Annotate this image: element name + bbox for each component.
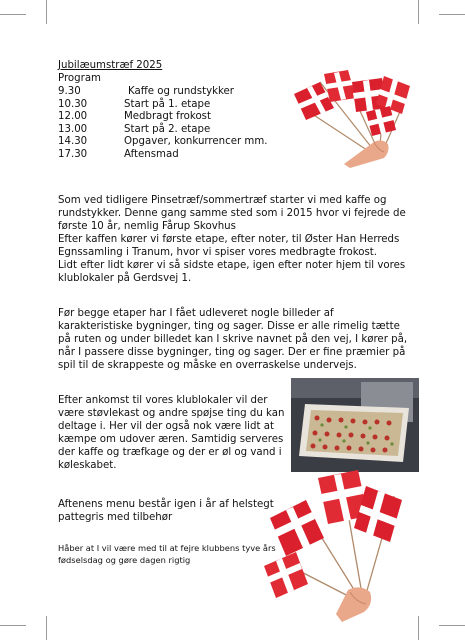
crop-mark-tl-v xyxy=(46,0,47,24)
schedule-row xyxy=(58,111,268,124)
arrival-paragraph: Efter ankomst til vores klublokaler vil der være støvlekast og andre spøjse ting du kan deltage i. Her vil der også nok være lidt at kæmpe om udover æren. Samtidig serveres der kaffe og træfkage og der er øl og vand i køleskabet. xyxy=(58,395,285,471)
schedule-row xyxy=(58,99,268,112)
crop-mark-bl-h xyxy=(0,625,26,626)
schedule-time: 13.00 xyxy=(58,123,88,135)
danish-flags-top-icon xyxy=(290,68,416,168)
danish-flags-bottom-icon xyxy=(262,466,420,626)
schedule-activity: Start på 2. etape xyxy=(124,123,211,135)
schedule-row xyxy=(58,149,268,162)
schedule-list xyxy=(58,86,268,162)
route-1-text: Efter kaffen kører vi første etape, efter noter, til Øster Han Herreds Egnssamling i Tranum, hvor vi spiser vores medbragte frokost. xyxy=(58,234,400,258)
schedule-time: 17.30 xyxy=(58,148,88,160)
crop-mark-bl-v xyxy=(46,616,47,640)
intro-paragraph xyxy=(58,194,418,285)
schedule-activity: Opgaver, konkurrencer mm. xyxy=(124,136,268,148)
schedule-row xyxy=(58,86,268,99)
schedule-row xyxy=(58,136,268,149)
schedule-activity: Kaffe og rundstykker xyxy=(128,86,234,97)
crop-mark-br-h xyxy=(439,625,465,626)
crop-mark-tr-v xyxy=(418,0,419,24)
schedule-row xyxy=(58,124,268,137)
closing-paragraph: Håber at I vil være med til at fejre klubbens tyve års fødselsdag og gøre dagen rigtig xyxy=(58,543,276,565)
route-2-text: Lidt efter lidt kører vi så sidste etape, igen efter noter hjem til vores klublokaler på Gerdsvej 1. xyxy=(58,260,406,284)
schedule-activity: Medbragt frokost xyxy=(124,111,211,123)
crop-mark-tr-h xyxy=(439,14,465,15)
schedule-time: 9.30 xyxy=(58,86,81,97)
program-label: Program xyxy=(58,73,101,84)
schedule-time: 14.30 xyxy=(58,136,88,148)
schedule-activity: Aftensmad xyxy=(124,148,179,160)
photos-paragraph: Før begge etaper har I fået udleveret nogle billeder af karakteristiske bygninger, ting og sager. Disse er alle rimelig tætte på ruten og under billedet kan I skrive navnet på den vej, I kører på, når I passere disse bygninger, ting og sager. Der er fine præmier på spil til de skrappeste og måske en overraskelse undervejs. xyxy=(58,308,408,371)
page-title: Jubilæumstræf 2025 xyxy=(58,60,163,71)
intro-text: Som ved tidligere Pinsetræf/sommertræf starter vi med kaffe og rundstykker. Denne gang samme sted som i 2015 hvor vi fejrede de første 10 år, nemlig Fårup Skovhus xyxy=(58,195,406,232)
schedule-time: 10.30 xyxy=(58,98,88,110)
schedule-time: 12.00 xyxy=(58,111,88,123)
menu-paragraph: Aftenens menu består igen i år af helstegt pattegris med tilbehør xyxy=(58,499,274,523)
crop-mark-tl-h xyxy=(0,14,26,15)
schedule-activity: Start på 1. etape xyxy=(124,98,211,110)
food-tray-photo xyxy=(291,378,419,472)
